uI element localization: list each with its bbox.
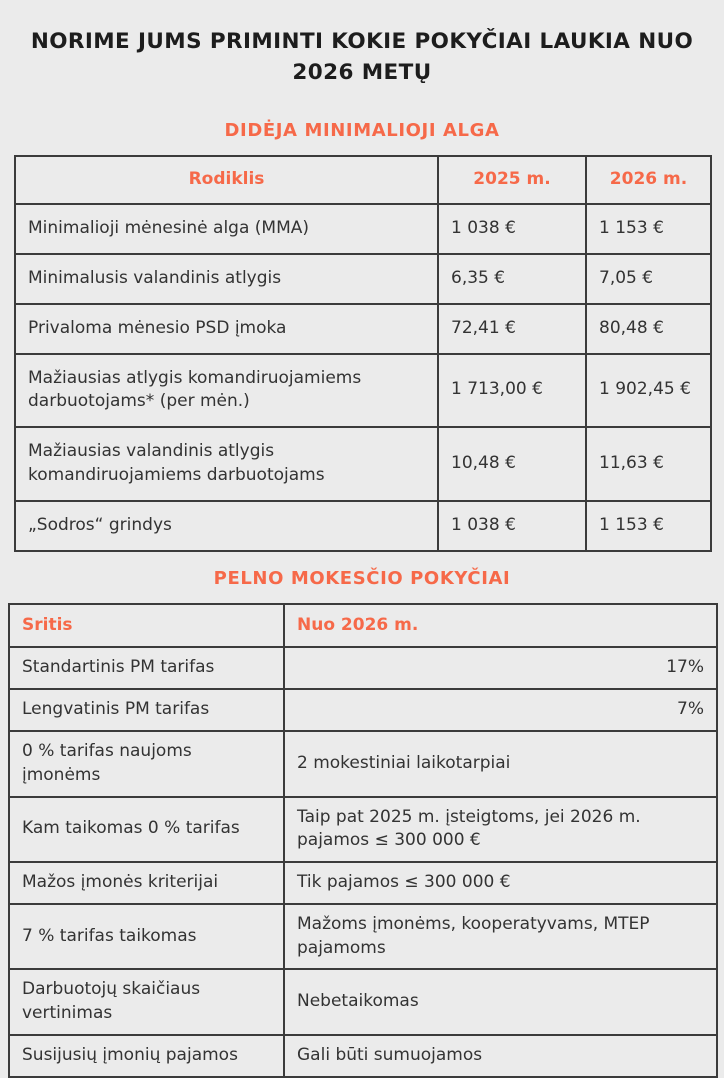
table-row [15, 204, 711, 254]
table-row [9, 904, 717, 970]
section-heading-minimum-wage: DIDĖJA MINIMALIOJI ALGA [224, 120, 500, 142]
table-row [9, 647, 717, 689]
table-row [9, 862, 717, 904]
row-value-cell: 72,41 € [438, 304, 586, 354]
table-row [9, 689, 717, 731]
table-header-row [15, 156, 711, 204]
table-header-row [9, 604, 717, 648]
table-row [9, 731, 717, 797]
row-label-cell: Kam taikomas 0 % tarifas [9, 797, 284, 863]
table-row [15, 427, 711, 501]
row-value-cell: 1 038 € [438, 501, 586, 551]
page-title-line1: NORIME JUMS PRIMINTI KOKIE POKYČIAI LAUKIA NUO [30, 29, 694, 54]
row-label-cell: Privaloma mėnesio PSD įmoka [15, 304, 438, 354]
row-value-cell: Tik pajamos ≤ 300 000 € [284, 862, 717, 904]
row-label-cell: 0 % tarifas naujoms įmonėms [9, 731, 284, 797]
row-value-cell: 17% [284, 647, 717, 689]
row-value-cell: 7% [284, 689, 717, 731]
row-value-cell: 10,48 € [438, 427, 586, 501]
table-row [15, 501, 711, 551]
table-row [9, 797, 717, 863]
column-header-rodiklis: Rodiklis [15, 156, 438, 204]
row-label-cell: Minimalusis valandinis atlygis [15, 254, 438, 304]
minimum-wage-table [14, 155, 712, 551]
row-label-cell: 7 % tarifas taikomas [9, 904, 284, 970]
row-value-cell: 1 038 € [438, 204, 586, 254]
row-label-cell: Mažos įmonės kriterijai [9, 862, 284, 904]
row-value-cell: 11,63 € [586, 427, 711, 501]
row-value-cell: 1 902,45 € [586, 354, 711, 428]
row-label-cell: Standartinis PM tarifas [9, 647, 284, 689]
row-value-cell: 80,48 € [586, 304, 711, 354]
column-header-sritis: Sritis [9, 604, 284, 648]
row-value-cell: 6,35 € [438, 254, 586, 304]
row-label-cell: Minimalioji mėnesinė alga (MMA) [15, 204, 438, 254]
row-value-cell: 7,05 € [586, 254, 711, 304]
row-value-cell: 1 153 € [586, 204, 711, 254]
page-title-line2: 2026 METŲ [292, 60, 432, 86]
page-title [20, 26, 704, 88]
row-label-cell: „Sodros“ grindys [15, 501, 438, 551]
minimum-wage-table-body [15, 204, 711, 550]
column-header-2026: 2026 m. [586, 156, 711, 204]
table-row [15, 304, 711, 354]
row-label-cell: Mažiausias valandinis atlygis komandiruojamiems darbuotojams [15, 427, 438, 501]
row-label-cell: Lengvatinis PM tarifas [9, 689, 284, 731]
row-value-cell: Mažoms įmonėms, kooperatyvams, MTEP pajamoms [284, 904, 717, 970]
section-heading-profit-tax: PELNO MOKESČIO POKYČIAI [213, 567, 511, 589]
column-header-2025: 2025 m. [438, 156, 586, 204]
table-row [9, 969, 717, 1035]
row-value-cell: 1 153 € [586, 501, 711, 551]
row-value-cell: Taip pat 2025 m. įsteigtoms, jei 2026 m. pajamos ≤ 300 000 € [284, 797, 717, 863]
row-label-cell: Darbuotojų skaičiaus vertinimas [9, 969, 284, 1035]
row-value-cell: Gali būti sumuojamos [284, 1035, 717, 1077]
row-value-cell: 2 mokestiniai laikotarpiai [284, 731, 717, 797]
row-value-cell: 1 713,00 € [438, 354, 586, 428]
table-row [9, 1035, 717, 1077]
row-label-cell: Susijusių įmonių pajamos [9, 1035, 284, 1077]
column-header-nuo-2026: Nuo 2026 m. [284, 604, 717, 648]
table-row [15, 354, 711, 428]
row-value-cell: Nebetaikomas [284, 969, 717, 1035]
table-row [15, 254, 711, 304]
row-label-cell: Mažiausias atlygis komandiruojamiems darbuotojams* (per mėn.) [15, 354, 438, 428]
profit-tax-table-body [9, 647, 717, 1077]
profit-tax-table [8, 603, 718, 1078]
